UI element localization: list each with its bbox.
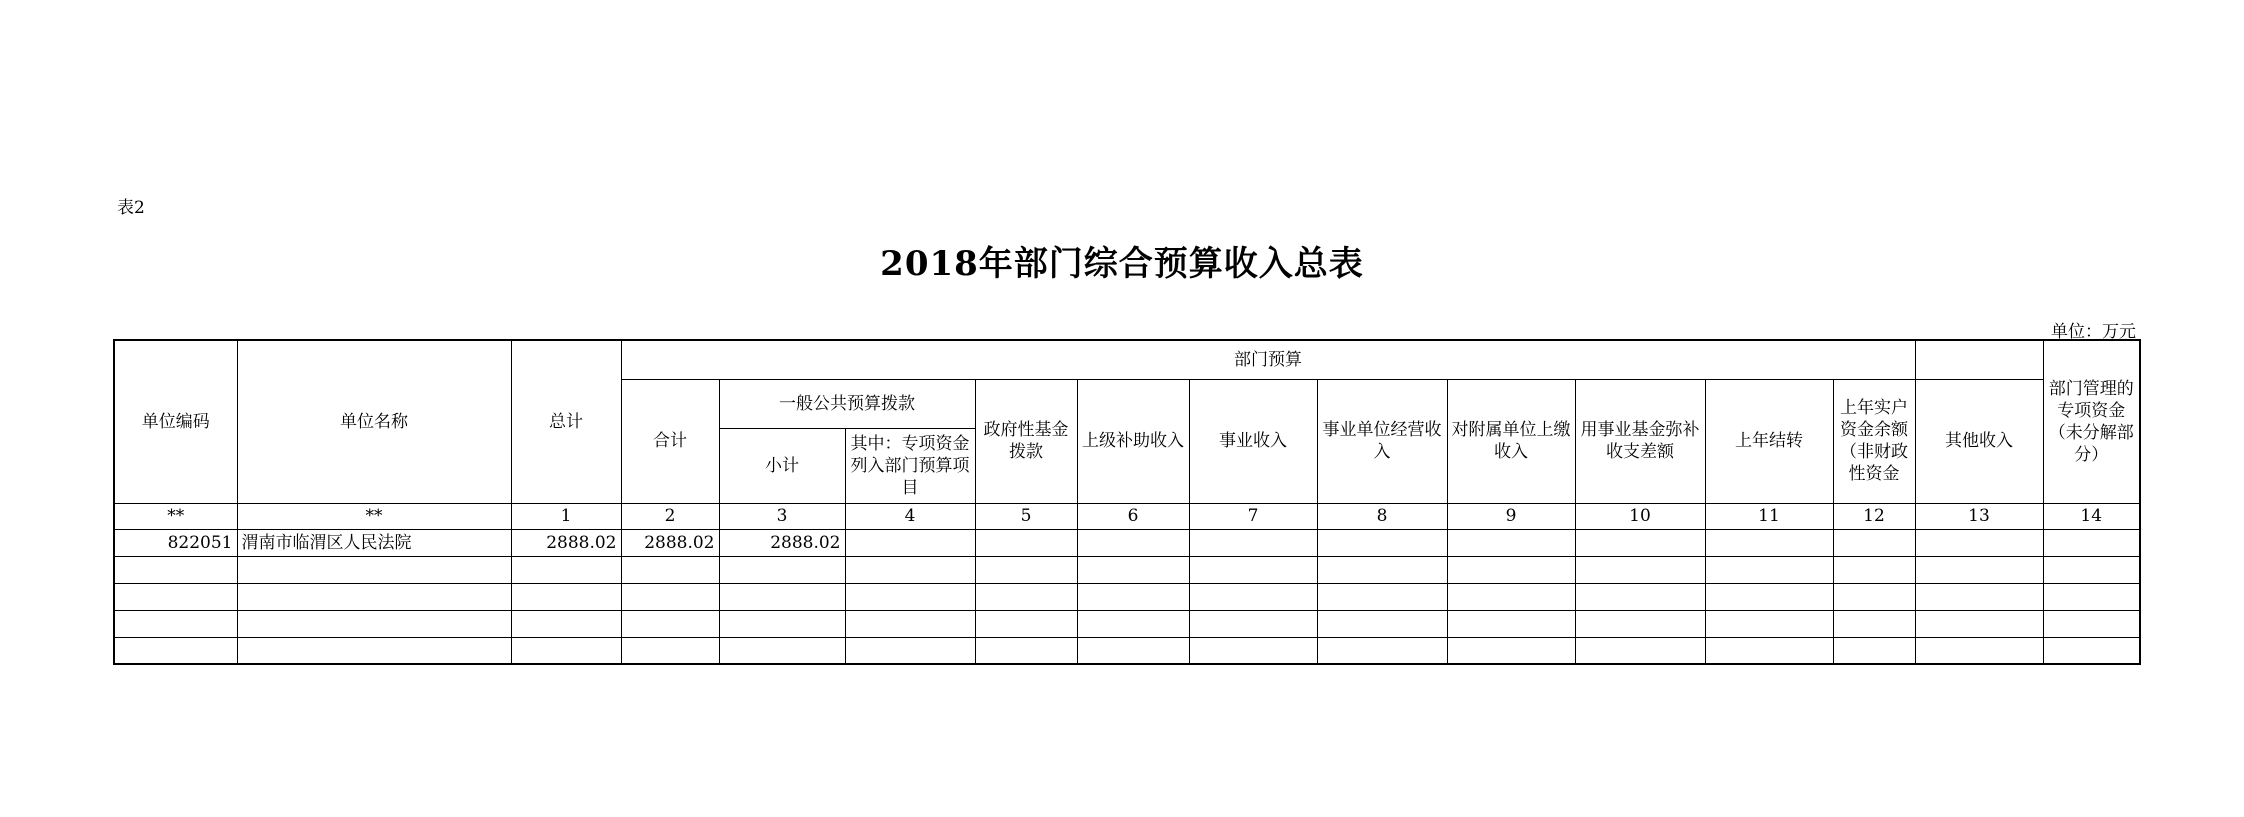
table-cell [1915,610,2043,637]
table-cell [621,637,719,664]
header-business-fund: 用事业基金弥补收支差额 [1575,379,1705,503]
index-cell: 12 [1833,503,1915,529]
index-cell: 6 [1077,503,1189,529]
header-affiliated: 对附属单位上缴收入 [1447,379,1575,503]
table-cell: 渭南市临渭区人民法院 [237,529,511,556]
table-cell [1189,556,1317,583]
table-cell [1189,529,1317,556]
table-cell [1833,637,1915,664]
index-cell: 14 [2043,503,2140,529]
table-cell [1447,556,1575,583]
table-cell [114,556,237,583]
header-special-funds: 部门管理的专项资金（未分解部分） [2043,340,2140,503]
table-cell [719,583,845,610]
header-prior-carryover: 上年结转 [1705,379,1833,503]
index-cell: 8 [1317,503,1447,529]
index-cell: 9 [1447,503,1575,529]
table-cell [1317,610,1447,637]
table-cell [975,610,1077,637]
table-cell [1317,583,1447,610]
table-cell [237,637,511,664]
table-cell [1915,637,2043,664]
table-cell [621,556,719,583]
table-cell: 2888.02 [621,529,719,556]
index-cell: 4 [845,503,975,529]
table-cell [1705,583,1833,610]
table-cell [2043,583,2140,610]
table-cell [1077,529,1189,556]
table-cell [511,556,621,583]
table-cell [1833,610,1915,637]
table-cell [1915,529,2043,556]
table-number-label: 表2 [117,198,145,218]
table-cell [1317,556,1447,583]
index-cell: 13 [1915,503,2043,529]
table-cell [975,529,1077,556]
table-cell [1705,610,1833,637]
data-rows [114,529,2140,664]
table-row [114,556,2140,583]
index-cell: 11 [1705,503,1833,529]
header-small-total: 小计 [719,428,845,503]
table-row [114,583,2140,610]
table-cell [114,610,237,637]
table-cell [1077,583,1189,610]
table-cell [1575,610,1705,637]
table-cell [2043,637,2140,664]
table-row [114,637,2140,664]
header-unit-code: 单位编码 [114,340,237,503]
table-cell [114,637,237,664]
table-cell [1447,529,1575,556]
table-cell [114,583,237,610]
index-cell: 7 [1189,503,1317,529]
budget-table [113,339,2141,665]
index-cell: 1 [511,503,621,529]
table-cell [719,610,845,637]
table-row [114,610,2140,637]
table-cell [975,583,1077,610]
table-cell [975,637,1077,664]
header-other-income: 其他收入 [1915,379,2043,503]
index-cell: 10 [1575,503,1705,529]
index-cell: 3 [719,503,845,529]
header-business-operation: 事业单位经营收入 [1317,379,1447,503]
table-cell [511,610,621,637]
table-cell [621,610,719,637]
header-dept-budget: 部门预算 [621,340,1915,379]
table-cell [1705,637,1833,664]
table-cell [237,556,511,583]
header-higher-subsidy: 上级补助收入 [1077,379,1189,503]
header-total: 总计 [511,340,621,503]
index-cell: 2 [621,503,719,529]
table-cell [2043,529,2140,556]
table-cell [719,556,845,583]
table-cell [1189,583,1317,610]
table-cell [1833,556,1915,583]
table-cell [1705,529,1833,556]
table-cell [1915,556,2043,583]
table-cell [1575,637,1705,664]
table-cell: 2888.02 [719,529,845,556]
table-cell [1189,610,1317,637]
table-cell: 2888.02 [511,529,621,556]
table-cell [1575,529,1705,556]
header-sum: 合计 [621,379,719,503]
table-cell [845,637,975,664]
header-business-income: 事业收入 [1189,379,1317,503]
table-cell [621,583,719,610]
table-cell [1915,583,2043,610]
table-cell [1575,583,1705,610]
page-title: 2018年部门综合预算收入总表 [880,244,1364,284]
table-row [114,529,2140,556]
table-cell [1317,637,1447,664]
table-cell [237,583,511,610]
index-cell: ** [114,503,237,529]
table-cell: 822051 [114,529,237,556]
table-cell [1317,529,1447,556]
table-cell [845,583,975,610]
table-cell [1575,556,1705,583]
table-cell [1189,637,1317,664]
table-cell [2043,610,2140,637]
table-cell [1705,556,1833,583]
table-cell [1447,610,1575,637]
header-prior-balance: 上年实户资金余额（非财政性资金 [1833,379,1915,503]
table-cell [511,637,621,664]
table-cell [1833,529,1915,556]
header-blank-cell [1915,340,2043,379]
table-cell [845,529,975,556]
table-cell [1077,556,1189,583]
table-cell [1447,637,1575,664]
table-cell [845,556,975,583]
header-special-items: 其中：专项资金列入部门预算项目 [845,428,975,503]
header-unit-name: 单位名称 [237,340,511,503]
table-cell [1447,583,1575,610]
index-cell: ** [237,503,511,529]
table-cell [1077,637,1189,664]
header-general-public: 一般公共预算拨款 [719,379,975,428]
table-cell [237,610,511,637]
table-cell [1833,583,1915,610]
table-cell [975,556,1077,583]
table-cell [511,583,621,610]
header-gov-fund: 政府性基金拨款 [975,379,1077,503]
index-cell: 5 [975,503,1077,529]
table-cell [1077,610,1189,637]
table-cell [845,610,975,637]
unit-label: 单位：万元 [2051,322,2136,342]
index-row [114,503,2140,529]
table-cell [719,637,845,664]
table-cell [2043,556,2140,583]
